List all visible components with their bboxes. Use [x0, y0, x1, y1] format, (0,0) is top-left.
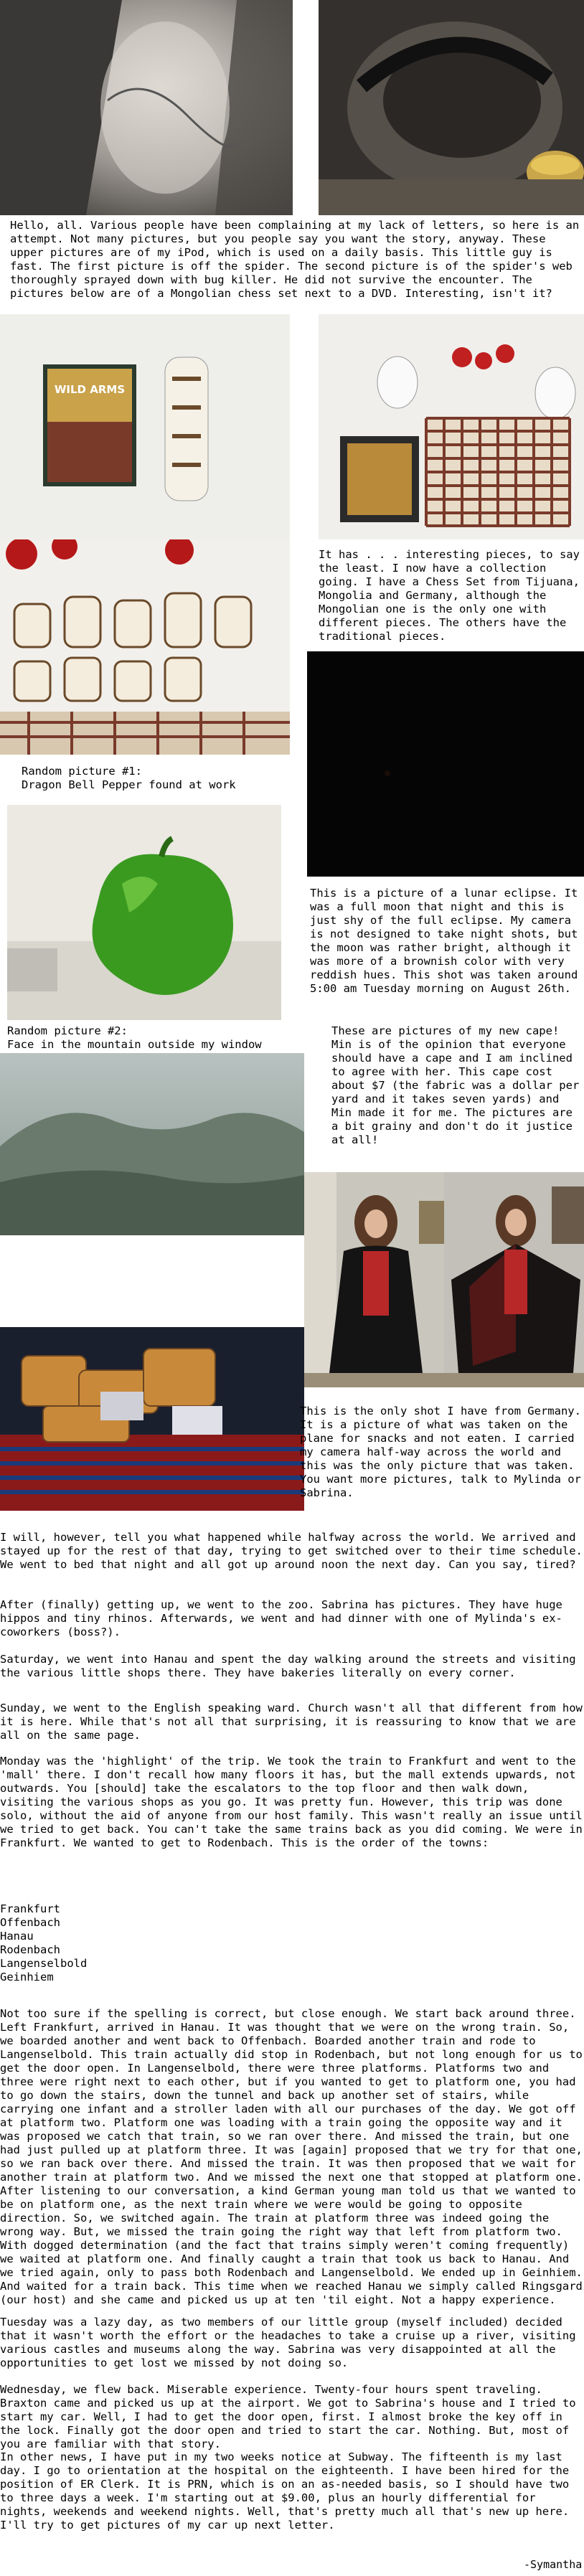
story-paragraph: I will, however, tell you what happened while halfway across the world. We arrived and stayed up for the rest of that day, trying to get switched over to their time schedule. We went to bed that night and all got up around noon the next day. Can you say, tired?	[0, 1531, 583, 1571]
story-paragraph: After (finally) getting up, we went to the zoo. Sabrina has pictures. They have huge hippos and tiny rhinos. Afterwards, we went and had dinner with one of Mylinda's ex-coworkers (boss?).	[0, 1598, 562, 1638]
photo-spider-web	[319, 0, 584, 215]
photo-lunar-eclipse	[307, 651, 584, 877]
photo-chess-pieces	[0, 539, 290, 755]
photo-plane-snacks	[0, 1327, 304, 1511]
town-list: Frankfurt Offenbach Hanau Rodenbach Langenselbold Geinhiem	[0, 1902, 88, 1983]
story-paragraph: Sunday, we went to the English speaking ward. Church wasn't all that different from how it is here. While that's not all that surprising, it is reassuring to know that we are all on the same page.	[0, 1702, 583, 1742]
eclipse-caption: This is a picture of a lunar eclipse. It was a full moon that night and this is just shy of the full eclipse. My camera is not designed to take night shots, but the moon was rather bright, although it was more of a brownish color with very reddish hues. This shot was taken around 5:00 am Tuesday morning on August 26th.	[310, 887, 578, 995]
story-paragraph: In other news, I have put in my two weeks notice at Subway. The fifteenth is my last day. I go to orientation at the hospital on the eighteenth. I have been hired for the position of ER Clerk. It is PRN, which is on an as-needed basis, so I should have two to three days a week. I'm starting out at $9.00, plus an hourly differential for nights, weekends and weekend nights. Well, that's pretty much all that's new up here. I'll try to get pictures of my car up next letter.	[0, 2450, 570, 2532]
random-picture-2-caption: Random picture #2: Face in the mountain outside my window	[7, 1024, 262, 1051]
germany-caption: This is the only shot I have from Germany. It is a picture of what was taken on the plane for snacks and not eaten. I carried my camera half-way across the world and this was the only picture that was taken. You want more pictures, talk to Mylinda or Sabrina.	[300, 1405, 581, 1499]
chess-caption: It has . . . interesting pieces, to say the least. I now have a collection going. I have a Chess Set from Tijuana, Mongolia and Germany, although the Mongolian one is the only one with different pieces. The others have the traditional pieces.	[319, 548, 580, 643]
intro-text: Hello, all. Various people have been complaining at my lack of letters, so here is an attempt. Not many pictures, but you people say you want the story, anyway. These upper pictures are of my iPod, which is used on a daily basis. This little guy is fast. The first picture is off the spider. The second picture is of the spider's web thoroughly sprayed down with bug killer. He did not survive the encounter. The pictures below are of a Mongolian chess set next to a DVD. Interesting, isn't it?	[10, 219, 580, 300]
photo-mountain	[0, 1053, 304, 1235]
story-paragraph: Saturday, we went into Hanau and spent the day walking around the streets and visiting the various little shops there. They have bakeries literally on every corner.	[0, 1653, 576, 1679]
story-paragraph: Tuesday was a lazy day, as two members of our little group (myself included) decided that it wasn't worth the effort or the headaches to take a cruise up a river, visiting various castles and museums along the way. Sabrina was very disappointed at all the opportunities to get lost we missed by not doing so.	[0, 2316, 576, 2369]
photo-cape-spread	[444, 1172, 584, 1387]
cape-caption: These are pictures of my new cape! Min is of the opinion that everyone should have a cape and I am inclined to agree with her. This cape cost about $7 (the fabric was a dollar per yard and it takes seven yards) and Min made it for me. The pictures are a bit grainy and don't do it justice at all!	[331, 1024, 580, 1146]
signature: -Symantha	[524, 2558, 583, 2571]
photo-chess-set	[319, 314, 584, 539]
story-paragraph: Monday was the 'highlight' of the trip. We took the train to Frankfurt and went to the 'mall' there. I don't recall how many floors it has, but the mall extends upwards, not outwards. You [should] take the escalators to the top floor and then walk down, visiting the various shops as you go. It was pretty fun. However, this trip was done solo, without the aid of anyone from our host family. This wasn't really an issue until we tried to get back. You can't take the same trains back as you did coming. We were in Frankfurt. We wanted to get to Rodenbach. This is the order of the towns:	[0, 1755, 583, 1849]
photo-cape-front	[304, 1172, 444, 1387]
photo-bell-pepper	[7, 805, 281, 1020]
photo-dvd-chess-pieces	[0, 314, 290, 539]
photo-ipod-spider	[0, 0, 293, 215]
random-picture-1-caption: Random picture #1: Dragon Bell Pepper found at work	[22, 765, 236, 791]
story-paragraph: Not too sure if the spelling is correct, but close enough. We start back around three. Left Frankfurt, arrived in Hanau. It was thought that we were on the wrong train. So, we boarded another and went back to Offenbach. Boarded another train and rode to Langenselbold. This train actually did stop in Rodenbach, but not long enough for us to get the door open. In Langenselbold, there were three platforms. Platforms two and three were right next to each other, but if you wanted to get to platform one, you had to go down the stairs, down the tunnel and back up another set of stairs, while carrying one infant and a stroller laden with all our purchases of the day. We got off at platform two. Platform one was loading with a train going the opposite way and it was proposed we catch that train, so we ran over there. And missed the train, but one had just pulled up at platform three. It was [again] proposed that we try for that one, so we ran back over there. And missed the train. It was then proposed that we wait for another train at platform two. And we missed the next one that stopped at platform one. After listening to our conversation, a kind German young man told us that we wanted to be on platform one, as the next train where we were would be going to opposite direction. So, we switched again. The train at platform three was indeed going the wrong way. But, we missed the train going the right way that left from platform two. With dogged determination (and the fact that trains simply weren't coming frequently) we waited at platform one. And finally caught a train that took us back to Hanau. And we tried again, only to pass both Rodenbach and Langenselbold. We ended up in Geinhiem. And waited for a train back. This time when we reached Hanau we simply called Ringsgard (our host) and she came and picked us up at ten 'til eight. Not a happy experience.	[0, 2007, 583, 2306]
dvd-title: WILD ARMS	[54, 383, 126, 396]
story-paragraph: Wednesday, we flew back. Miserable experience. Twenty-four hours spent traveling. Braxton came and picked us up at the airport. We got to Sabrina's house and I tried to start my car. Well, I had to get the door open, first. I almost broke the key off in the lock. Finally got the door open and tried to start the car. Nothing. But, most of you are familiar with that story.	[0, 2383, 576, 2450]
